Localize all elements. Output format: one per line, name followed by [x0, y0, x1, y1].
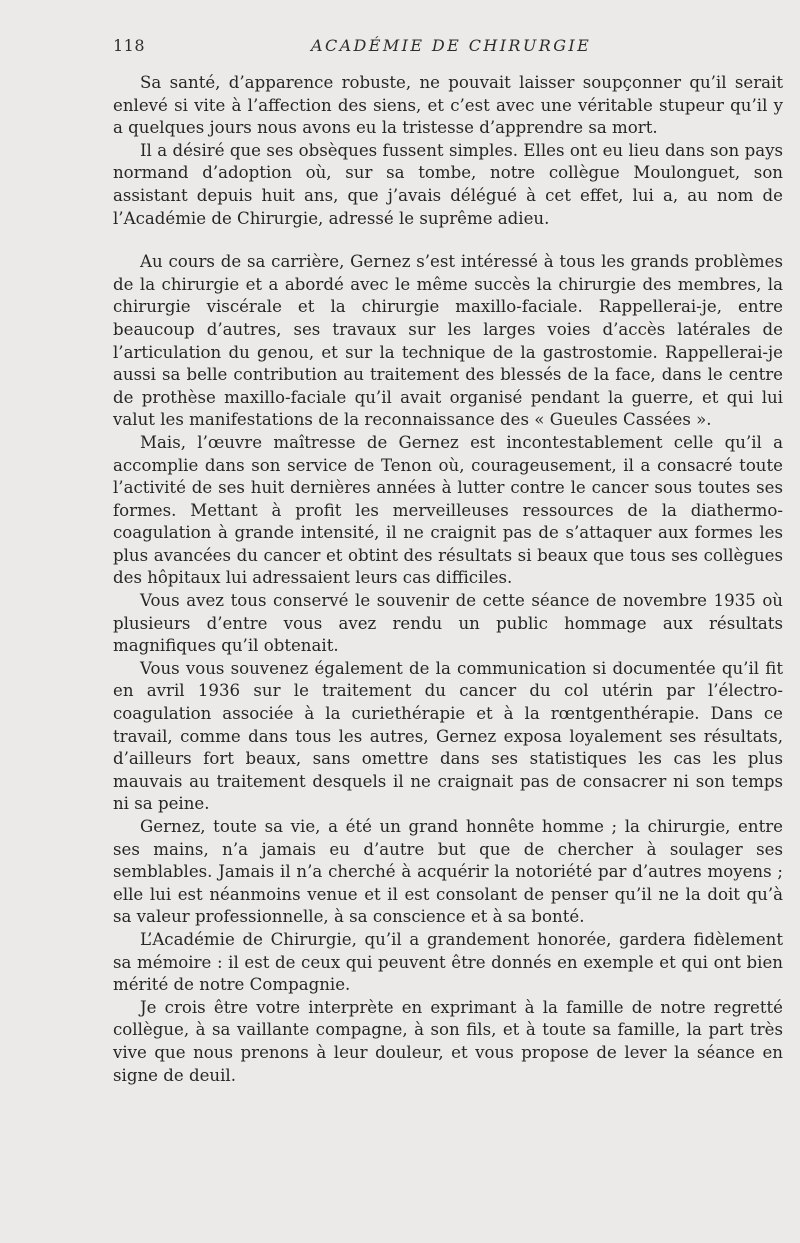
paragraph: Sa santé, d’apparence robuste, ne pouvait laisser soupçonner qu’il serait enlevé si vite à l’affection des siens, et c’est avec une véritable stupeur qu’il y a quelques jours nous avons eu la tristesse d’apprendre sa mort.: [113, 73, 783, 138]
page-number: 118: [113, 36, 146, 55]
paragraph: Il a désiré que ses obsèques fussent simples. Elles ont eu lieu dans son pays normand d’adoption où, sur sa tombe, notre collègue Moulonguet, son assistant depuis huit ans, que j’avais délégué à cet effet, lui a, au nom de l’Académie de Chirurgie, adressé le suprême adieu.: [113, 140, 783, 228]
running-title: ACADÉMIE DE CHIRURGIE: [311, 36, 592, 55]
paragraph: Vous avez tous conservé le souvenir de cette séance de novembre 1935 où plusieurs d’entre vous avez rendu un public hommage aux résultats magnifiques qu’il obtenait.: [113, 591, 783, 656]
paragraph: Je crois être votre interprète en exprimant à la famille de notre regretté collègue, à sa vaillante compagne, à son fils, et à toute sa famille, la part très vive que nous prenons à leur douleur, et vous propose de lever la séance en signe de deuil.: [113, 997, 783, 1085]
paragraph: L’Académie de Chirurgie, qu’il a grandement honorée, gardera fidèlement sa mémoire : il est de ceux qui peuvent être donnés en exemple et qui ont bien mérité de notre Compagnie.: [113, 929, 783, 995]
body-text: [113, 72, 783, 1087]
paragraph: Mais, l’œuvre maîtresse de Gernez est incontestablement celle qu’il a accomplie dans son service de Tenon où, courageusement, il a consacré toute l’activité de ses huit dernières années à lutter contre le cancer sous toutes ses formes. Mettant à profit les merveilleuses ressources de la diathermo-coagulation à grande intensité, il ne craignit pas de s’attaquer aux formes les plus avancées du cancer et obtint des résultats si beaux que tous ses collègues des hôpitaux lui adressaient leurs cas difficiles.: [113, 432, 783, 588]
paragraph: Au cours de sa carrière, Gernez s’est intéressé à tous les grands problèmes de la chirurgie et a abordé avec le même succès la chirurgie des membres, la chirurgie viscérale et la chirurgie maxillo-faciale. Rappellerai-je, entre beaucoup d’autres, ses travaux sur les larges voies d’accès latérales de l’articulation du genou, et sur la technique de la gastrostomie. Rappellerai-je aussi sa belle contribution au traitement des blessés de la face, dans le centre de prothèse maxillo-faciale qu’il avait organisé pendant la guerre, et qui lui valut les manifestations de la reconnaissance des « Gueules Cassées ».: [113, 252, 783, 430]
paragraph: Gernez, toute sa vie, a été un grand honnête homme ; la chirurgie, entre ses mains, n’a jamais eu d’autre but que de chercher à soulager ses semblables. Jamais il n’a cherché à acquérir la notoriété par d’autres moyens ; elle lui est néanmoins venue et il est consolant de penser qu’il ne la doit qu’à sa valeur professionnelle, à sa conscience et à sa bonté.: [113, 817, 783, 927]
page-header: [113, 36, 783, 60]
paragraph: Vous vous souvenez également de la communication si documentée qu’il fit en avril 1936 sur le traitement du cancer du col utérin par l’électro-coagulation associée à la curiethérapie et à la rœntgenthérapie. Dans ce travail, comme dans tous les autres, Gernez exposa loyalement ses résultats, d’ailleurs fort beaux, sans omettre dans ses statistiques les cas les plus mauvais au traitement desquels il ne craignait pas de consacrer ni son temps ni sa peine.: [113, 658, 783, 814]
